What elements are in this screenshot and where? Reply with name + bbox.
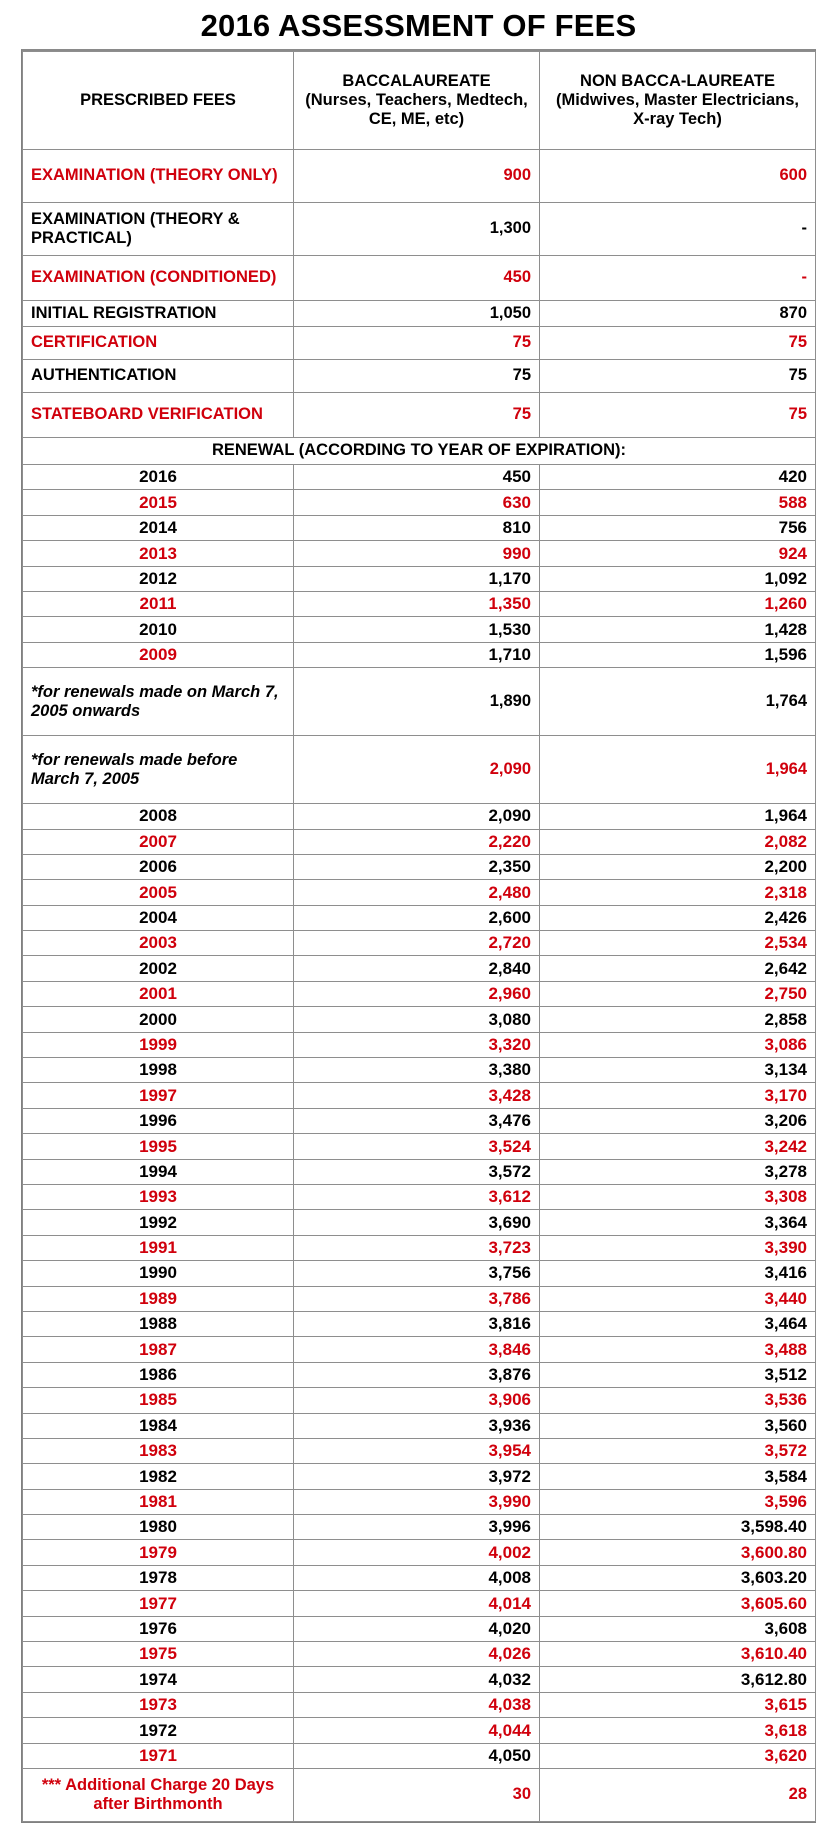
renewal-value-non-baccalaureate: 420 xyxy=(540,465,816,490)
table-row xyxy=(23,327,816,360)
renewal-year: 1977 xyxy=(23,1591,294,1616)
renewal-value-non-baccalaureate: 3,615 xyxy=(540,1692,816,1717)
renewal-year: 1986 xyxy=(23,1362,294,1387)
renewal-year: 2003 xyxy=(23,931,294,956)
fee-value-non-baccalaureate: - xyxy=(540,256,816,301)
table-row xyxy=(23,1438,816,1463)
renewal-value-non-baccalaureate: 3,278 xyxy=(540,1159,816,1184)
table-row xyxy=(23,1743,816,1768)
table-row xyxy=(23,1489,816,1514)
renewal-value-baccalaureate: 2,090 xyxy=(294,804,540,829)
renewal-note-value-baccalaureate: 2,090 xyxy=(294,736,540,804)
table-row xyxy=(23,360,816,393)
table-row xyxy=(23,301,816,327)
renewal-value-baccalaureate: 3,816 xyxy=(294,1311,540,1336)
renewal-year: 1992 xyxy=(23,1210,294,1235)
renewal-value-non-baccalaureate: 3,605.60 xyxy=(540,1591,816,1616)
fee-value-baccalaureate: 450 xyxy=(294,256,540,301)
table-row xyxy=(23,736,816,804)
renewal-value-baccalaureate: 2,720 xyxy=(294,931,540,956)
table-row xyxy=(23,1058,816,1083)
table-row xyxy=(23,150,816,203)
table-row xyxy=(23,1667,816,1692)
renewal-value-non-baccalaureate: 3,308 xyxy=(540,1184,816,1209)
renewal-value-baccalaureate: 4,026 xyxy=(294,1642,540,1667)
fee-value-baccalaureate: 1,050 xyxy=(294,301,540,327)
renewal-year: 1988 xyxy=(23,1311,294,1336)
renewal-year: 1983 xyxy=(23,1438,294,1463)
table-row xyxy=(23,591,816,616)
renewal-value-non-baccalaureate: 3,618 xyxy=(540,1718,816,1743)
table-row xyxy=(23,1464,816,1489)
fee-value-non-baccalaureate: 75 xyxy=(540,393,816,438)
table-row xyxy=(23,854,816,879)
table-row xyxy=(23,1235,816,1260)
renewal-year: 1972 xyxy=(23,1718,294,1743)
renewal-value-baccalaureate: 3,320 xyxy=(294,1032,540,1057)
additional-charge-label: *** Additional Charge 20 Days after Birthmonth xyxy=(23,1768,294,1821)
renewal-value-baccalaureate: 1,530 xyxy=(294,617,540,642)
renewal-value-non-baccalaureate: 3,603.20 xyxy=(540,1565,816,1590)
renewal-value-non-baccalaureate: 2,082 xyxy=(540,829,816,854)
table-row xyxy=(23,490,816,515)
renewal-value-non-baccalaureate: 3,612.80 xyxy=(540,1667,816,1692)
renewal-value-non-baccalaureate: 3,596 xyxy=(540,1489,816,1514)
renewal-year: 1989 xyxy=(23,1286,294,1311)
table-row xyxy=(23,1540,816,1565)
table-row xyxy=(23,1007,816,1032)
renewal-value-baccalaureate: 4,032 xyxy=(294,1667,540,1692)
assessment-of-fees-table xyxy=(22,51,816,1822)
renewal-value-non-baccalaureate: 3,086 xyxy=(540,1032,816,1057)
renewal-year: 1981 xyxy=(23,1489,294,1514)
renewal-value-baccalaureate: 1,710 xyxy=(294,642,540,667)
renewal-value-non-baccalaureate: 1,596 xyxy=(540,642,816,667)
renewal-year: 1993 xyxy=(23,1184,294,1209)
table-row xyxy=(23,1616,816,1641)
table-row xyxy=(23,1515,816,1540)
renewal-value-non-baccalaureate: 3,560 xyxy=(540,1413,816,1438)
table-row xyxy=(23,1413,816,1438)
renewal-value-baccalaureate: 2,840 xyxy=(294,956,540,981)
renewal-value-baccalaureate: 3,846 xyxy=(294,1337,540,1362)
fee-value-baccalaureate: 1,300 xyxy=(294,203,540,256)
renewal-year: 1998 xyxy=(23,1058,294,1083)
table-row xyxy=(23,956,816,981)
renewal-value-non-baccalaureate: 3,598.40 xyxy=(540,1515,816,1540)
renewal-value-non-baccalaureate: 1,964 xyxy=(540,804,816,829)
table-row xyxy=(23,541,816,566)
renewal-year: 2014 xyxy=(23,515,294,540)
table-row xyxy=(23,981,816,1006)
renewal-value-baccalaureate: 2,480 xyxy=(294,880,540,905)
renewal-note-label: *for renewals made on March 7, 2005 onwards xyxy=(23,668,294,736)
renewal-value-non-baccalaureate: 1,428 xyxy=(540,617,816,642)
renewal-value-non-baccalaureate: 3,488 xyxy=(540,1337,816,1362)
renewal-year: 2013 xyxy=(23,541,294,566)
renewal-year: 1973 xyxy=(23,1692,294,1717)
fee-value-non-baccalaureate: 75 xyxy=(540,327,816,360)
renewal-value-baccalaureate: 3,524 xyxy=(294,1134,540,1159)
table-row xyxy=(23,203,816,256)
renewal-year: 2011 xyxy=(23,591,294,616)
renewal-year: 2009 xyxy=(23,642,294,667)
renewal-year: 2002 xyxy=(23,956,294,981)
table-row xyxy=(23,515,816,540)
renewal-value-non-baccalaureate: 3,584 xyxy=(540,1464,816,1489)
table-row xyxy=(23,1286,816,1311)
renewal-value-baccalaureate: 4,038 xyxy=(294,1692,540,1717)
renewal-value-non-baccalaureate: 2,858 xyxy=(540,1007,816,1032)
renewal-value-non-baccalaureate: 3,512 xyxy=(540,1362,816,1387)
renewal-year: 1997 xyxy=(23,1083,294,1108)
renewal-year: 1996 xyxy=(23,1108,294,1133)
table-row xyxy=(23,1565,816,1590)
renewal-value-non-baccalaureate: 3,572 xyxy=(540,1438,816,1463)
table-row xyxy=(23,393,816,438)
header-col3-title: NON BACCA-LAUREATE xyxy=(580,71,775,90)
renewal-section-header-row xyxy=(23,438,816,465)
renewal-value-non-baccalaureate: 3,464 xyxy=(540,1311,816,1336)
renewal-value-baccalaureate: 2,220 xyxy=(294,829,540,854)
renewal-year: 1985 xyxy=(23,1388,294,1413)
renewal-value-non-baccalaureate: 3,416 xyxy=(540,1261,816,1286)
table-row xyxy=(23,1388,816,1413)
renewal-value-non-baccalaureate: 3,170 xyxy=(540,1083,816,1108)
renewal-value-non-baccalaureate: 2,534 xyxy=(540,931,816,956)
renewal-year: 1974 xyxy=(23,1667,294,1692)
renewal-year: 1990 xyxy=(23,1261,294,1286)
renewal-value-baccalaureate: 4,014 xyxy=(294,1591,540,1616)
table-row xyxy=(23,1311,816,1336)
renewal-year: 1994 xyxy=(23,1159,294,1184)
renewal-year: 1979 xyxy=(23,1540,294,1565)
renewal-value-baccalaureate: 3,990 xyxy=(294,1489,540,1514)
renewal-value-baccalaureate: 3,690 xyxy=(294,1210,540,1235)
renewal-value-baccalaureate: 3,723 xyxy=(294,1235,540,1260)
renewal-value-baccalaureate: 3,612 xyxy=(294,1184,540,1209)
renewal-section-header: RENEWAL (ACCORDING TO YEAR OF EXPIRATION): xyxy=(23,438,816,465)
fee-value-non-baccalaureate: 600 xyxy=(540,150,816,203)
renewal-value-non-baccalaureate: 588 xyxy=(540,490,816,515)
renewal-value-baccalaureate: 3,996 xyxy=(294,1515,540,1540)
renewal-value-baccalaureate: 3,428 xyxy=(294,1083,540,1108)
table-body xyxy=(23,52,816,1822)
fee-value-non-baccalaureate: - xyxy=(540,203,816,256)
renewal-value-baccalaureate: 4,050 xyxy=(294,1743,540,1768)
renewal-year: 1984 xyxy=(23,1413,294,1438)
table-row xyxy=(23,829,816,854)
renewal-value-baccalaureate: 3,876 xyxy=(294,1362,540,1387)
renewal-value-non-baccalaureate: 3,610.40 xyxy=(540,1642,816,1667)
renewal-value-baccalaureate: 810 xyxy=(294,515,540,540)
renewal-value-non-baccalaureate: 756 xyxy=(540,515,816,540)
fee-label: EXAMINATION (THEORY ONLY) xyxy=(23,150,294,203)
table-row xyxy=(23,1159,816,1184)
renewal-value-baccalaureate: 630 xyxy=(294,490,540,515)
renewal-year: 2016 xyxy=(23,465,294,490)
renewal-value-non-baccalaureate: 3,440 xyxy=(540,1286,816,1311)
renewal-value-non-baccalaureate: 3,390 xyxy=(540,1235,816,1260)
renewal-year: 1971 xyxy=(23,1743,294,1768)
renewal-value-baccalaureate: 3,756 xyxy=(294,1261,540,1286)
renewal-note-value-non-baccalaureate: 1,764 xyxy=(540,668,816,736)
table-row xyxy=(23,256,816,301)
renewal-year: 2007 xyxy=(23,829,294,854)
renewal-value-non-baccalaureate: 2,318 xyxy=(540,880,816,905)
table-header-row xyxy=(23,52,816,150)
table-row xyxy=(23,1184,816,1209)
renewal-year: 1991 xyxy=(23,1235,294,1260)
header-col1-label: PRESCRIBED FEES xyxy=(80,90,236,109)
renewal-year: 2001 xyxy=(23,981,294,1006)
renewal-value-baccalaureate: 3,476 xyxy=(294,1108,540,1133)
renewal-value-baccalaureate: 3,786 xyxy=(294,1286,540,1311)
table-row xyxy=(23,1261,816,1286)
renewal-value-non-baccalaureate: 3,364 xyxy=(540,1210,816,1235)
renewal-value-baccalaureate: 1,170 xyxy=(294,566,540,591)
header-cell-prescribed-fees xyxy=(23,52,294,150)
fee-value-non-baccalaureate: 870 xyxy=(540,301,816,327)
table-row xyxy=(23,804,816,829)
renewal-year: 1999 xyxy=(23,1032,294,1057)
renewal-value-baccalaureate: 4,002 xyxy=(294,1540,540,1565)
renewal-year: 2010 xyxy=(23,617,294,642)
additional-charge-value-non-baccalaureate: 28 xyxy=(540,1768,816,1821)
renewal-year: 1978 xyxy=(23,1565,294,1590)
renewal-value-non-baccalaureate: 2,750 xyxy=(540,981,816,1006)
table-row xyxy=(23,1642,816,1667)
header-col2-title: BACCALAUREATE xyxy=(342,71,491,90)
renewal-value-baccalaureate: 3,954 xyxy=(294,1438,540,1463)
table-row xyxy=(23,668,816,736)
renewal-year: 1976 xyxy=(23,1616,294,1641)
additional-charge-value-baccalaureate: 30 xyxy=(294,1768,540,1821)
table-row xyxy=(23,931,816,956)
renewal-value-non-baccalaureate: 2,642 xyxy=(540,956,816,981)
header-col3-subtitle: (Midwives, Master Electricians, X-ray Tech) xyxy=(555,90,799,129)
renewal-year: 1975 xyxy=(23,1642,294,1667)
renewal-value-non-baccalaureate: 3,536 xyxy=(540,1388,816,1413)
fees-table-container xyxy=(21,49,816,1823)
fee-label: EXAMINATION (CONDITIONED) xyxy=(23,256,294,301)
table-row xyxy=(23,1362,816,1387)
table-row xyxy=(23,1337,816,1362)
renewal-value-baccalaureate: 3,936 xyxy=(294,1413,540,1438)
fee-value-baccalaureate: 75 xyxy=(294,327,540,360)
table-row xyxy=(23,1718,816,1743)
renewal-value-baccalaureate: 450 xyxy=(294,465,540,490)
renewal-year: 2015 xyxy=(23,490,294,515)
fee-label: AUTHENTICATION xyxy=(23,360,294,393)
header-cell-non-baccalaureate xyxy=(540,52,816,150)
renewal-value-non-baccalaureate: 3,134 xyxy=(540,1058,816,1083)
table-row xyxy=(23,617,816,642)
renewal-year: 1987 xyxy=(23,1337,294,1362)
table-row xyxy=(23,1032,816,1057)
table-row xyxy=(23,1108,816,1133)
renewal-value-non-baccalaureate: 924 xyxy=(540,541,816,566)
fee-label: CERTIFICATION xyxy=(23,327,294,360)
table-row xyxy=(23,880,816,905)
renewal-value-baccalaureate: 2,350 xyxy=(294,854,540,879)
renewal-value-non-baccalaureate: 1,092 xyxy=(540,566,816,591)
table-row xyxy=(23,1210,816,1235)
renewal-year: 2006 xyxy=(23,854,294,879)
renewal-year: 1982 xyxy=(23,1464,294,1489)
renewal-year: 2012 xyxy=(23,566,294,591)
table-row xyxy=(23,1768,816,1821)
renewal-value-baccalaureate: 3,972 xyxy=(294,1464,540,1489)
renewal-value-baccalaureate: 1,350 xyxy=(294,591,540,616)
renewal-year: 2008 xyxy=(23,804,294,829)
renewal-year: 2005 xyxy=(23,880,294,905)
table-row xyxy=(23,1134,816,1159)
table-row xyxy=(23,1083,816,1108)
renewal-value-non-baccalaureate: 3,608 xyxy=(540,1616,816,1641)
header-cell-baccalaureate xyxy=(294,52,540,150)
renewal-value-non-baccalaureate: 3,242 xyxy=(540,1134,816,1159)
renewal-value-non-baccalaureate: 3,206 xyxy=(540,1108,816,1133)
renewal-value-non-baccalaureate: 2,200 xyxy=(540,854,816,879)
fee-value-baccalaureate: 75 xyxy=(294,360,540,393)
renewal-value-baccalaureate: 3,906 xyxy=(294,1388,540,1413)
table-row xyxy=(23,1692,816,1717)
renewal-value-non-baccalaureate: 3,600.80 xyxy=(540,1540,816,1565)
renewal-value-baccalaureate: 2,600 xyxy=(294,905,540,930)
table-row xyxy=(23,566,816,591)
fee-label: INITIAL REGISTRATION xyxy=(23,301,294,327)
table-row xyxy=(23,1591,816,1616)
renewal-value-non-baccalaureate: 1,260 xyxy=(540,591,816,616)
renewal-value-baccalaureate: 4,020 xyxy=(294,1616,540,1641)
renewal-note-label: *for renewals made before March 7, 2005 xyxy=(23,736,294,804)
renewal-year: 2000 xyxy=(23,1007,294,1032)
renewal-value-baccalaureate: 2,960 xyxy=(294,981,540,1006)
table-row xyxy=(23,465,816,490)
fee-value-baccalaureate: 900 xyxy=(294,150,540,203)
renewal-value-non-baccalaureate: 3,620 xyxy=(540,1743,816,1768)
fee-label: STATEBOARD VERIFICATION xyxy=(23,393,294,438)
table-row xyxy=(23,642,816,667)
renewal-year: 1980 xyxy=(23,1515,294,1540)
fee-label: EXAMINATION (THEORY & PRACTICAL) xyxy=(23,203,294,256)
renewal-year: 1995 xyxy=(23,1134,294,1159)
fee-value-non-baccalaureate: 75 xyxy=(540,360,816,393)
renewal-note-value-baccalaureate: 1,890 xyxy=(294,668,540,736)
renewal-value-baccalaureate: 4,044 xyxy=(294,1718,540,1743)
table-row xyxy=(23,905,816,930)
header-col2-subtitle: (Nurses, Teachers, Medtech, CE, ME, etc) xyxy=(305,90,528,129)
renewal-value-baccalaureate: 3,572 xyxy=(294,1159,540,1184)
renewal-year: 2004 xyxy=(23,905,294,930)
renewal-value-baccalaureate: 4,008 xyxy=(294,1565,540,1590)
renewal-note-value-non-baccalaureate: 1,964 xyxy=(540,736,816,804)
renewal-value-baccalaureate: 990 xyxy=(294,541,540,566)
renewal-value-baccalaureate: 3,380 xyxy=(294,1058,540,1083)
fee-value-baccalaureate: 75 xyxy=(294,393,540,438)
renewal-value-non-baccalaureate: 2,426 xyxy=(540,905,816,930)
page-title: 2016 ASSESSMENT OF FEES xyxy=(200,8,637,43)
renewal-value-baccalaureate: 3,080 xyxy=(294,1007,540,1032)
